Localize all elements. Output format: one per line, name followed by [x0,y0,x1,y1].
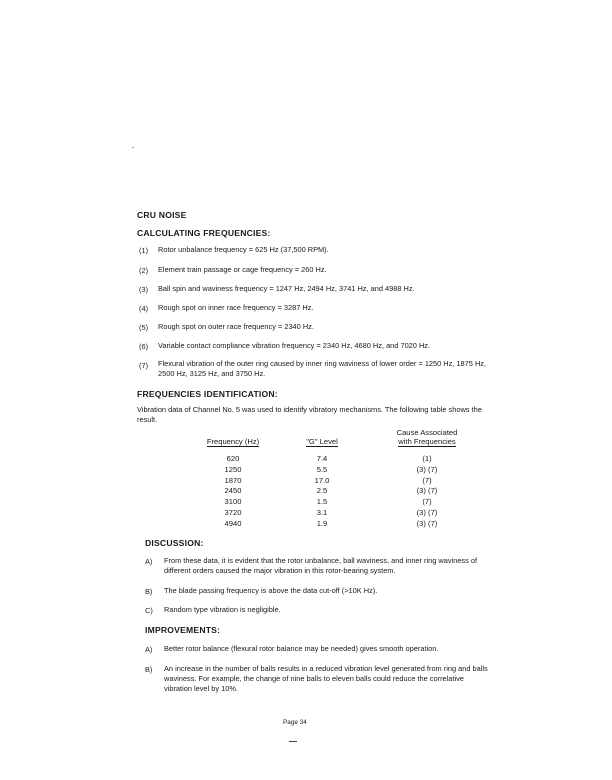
item-text: From these data, it is evident that the rotor unbalance, ball waviness, and inner ring waviness of different orders caused the major vibration in this rotor-bearing system. [164,556,478,575]
frequency-cell: 1250 [224,464,242,474]
frequency-cell: 3100 [224,497,242,507]
g-level-cell: 1.9 [316,518,328,528]
column-header-cause: Cause Associated with Frequencies [396,428,458,446]
item-text: Rough spot on outer race frequency = 2340 Hz. [158,322,314,331]
table-row [198,476,478,487]
improvements-heading: IMPROVEMENTS: [145,625,221,635]
calculating-frequencies-heading: CALCULATING FREQUENCIES: [137,228,271,238]
item-label: B) [145,665,153,674]
g-level-cell: 1.5 [316,497,328,507]
cause-cell: (3) (7) [416,486,438,496]
cause-cell: (3) (7) [416,518,438,528]
cause-cell: (3) (7) [416,507,438,517]
g-level-cell: 7.4 [316,454,328,463]
table-row [198,519,478,530]
frequency-cell: 1870 [224,475,242,485]
table-row [198,497,478,508]
table-row [198,454,478,465]
item-text: Ball spin and waviness frequency = 1247 Hz, 2494 Hz, 3741 Hz, and 4988 Hz. [158,284,415,293]
item-text: Better rotor balance (flexural rotor balance may be needed) gives smooth operation. [164,644,439,653]
item-label: A) [145,645,153,654]
item-text: An increase in the number of balls results in a reduced vibration level generated from ring and balls waviness. For example, the change of nine balls to eleven balls could reduce the correlative vibration level by 10%. [164,664,488,693]
item-text: Element train passage or cage frequency = 260 Hz. [158,265,327,274]
g-level-cell: 3.1 [316,507,328,517]
frequency-cell: 3720 [224,507,242,517]
item-number: (6) [139,342,149,351]
g-level-cell: 17.0 [314,475,330,485]
page-number: Page 34 [283,719,307,726]
item-text: Flexural vibration of the outer ring caused by inner ring waviness of lower order = 1250 Hz, 1875 Hz, 2500 Hz, 3125 Hz, and 3750 Hz. [158,359,487,378]
discussion-heading: DISCUSSION: [145,538,204,548]
item-number: (1) [139,246,149,255]
item-text: Variable contact compliance vibration frequency = 2340 Hz, 4680 Hz, and 7020 Hz. [158,341,431,350]
table-row [198,508,478,519]
frequency-cell: 4940 [224,518,242,528]
item-number: (4) [139,304,149,313]
cause-cell: (1) [422,454,432,463]
cause-cell: (3) (7) [416,464,438,474]
item-label: B) [145,587,153,596]
item-number: (7) [139,361,149,370]
table-header-row [198,428,478,446]
item-number: (2) [139,266,149,275]
item-label: C) [145,606,153,615]
g-level-cell: 2.5 [316,486,328,496]
item-text: Rough spot on inner race frequency = 3287 Hz. [158,303,314,312]
footer-rule [289,741,297,742]
item-text: Rotor unbalance frequency = 625 Hz (37,500 RPM). [158,245,329,254]
g-level-cell: 5.5 [316,464,328,474]
cause-cell: (7) [422,497,432,507]
item-number: (3) [139,285,149,294]
section-title: CRU NOISE [137,210,187,220]
table-row [198,486,478,497]
column-header-frequency: Frequency (Hz) [206,437,260,446]
item-text: Random type vibration is negligible. [164,605,281,614]
identification-paragraph: Vibration data of Channel No. 5 was used to identify vibratory mechanisms. The following table shows the result. [137,405,482,424]
results-table [198,428,478,530]
column-header-g-level: "G" Level [306,437,338,446]
frequency-cell: 620 [226,454,240,463]
item-label: A) [145,557,153,566]
item-text: The blade passing frequency is above the data cut-off (>10K Hz). [164,586,378,595]
cause-cell: (7) [422,475,432,485]
table-row [198,465,478,476]
frequency-cell: 2450 [224,486,242,496]
frequencies-identification-heading: FREQUENCIES IDENTIFICATION: [137,389,278,399]
item-number: (5) [139,323,149,332]
scan-speck [132,147,134,148]
